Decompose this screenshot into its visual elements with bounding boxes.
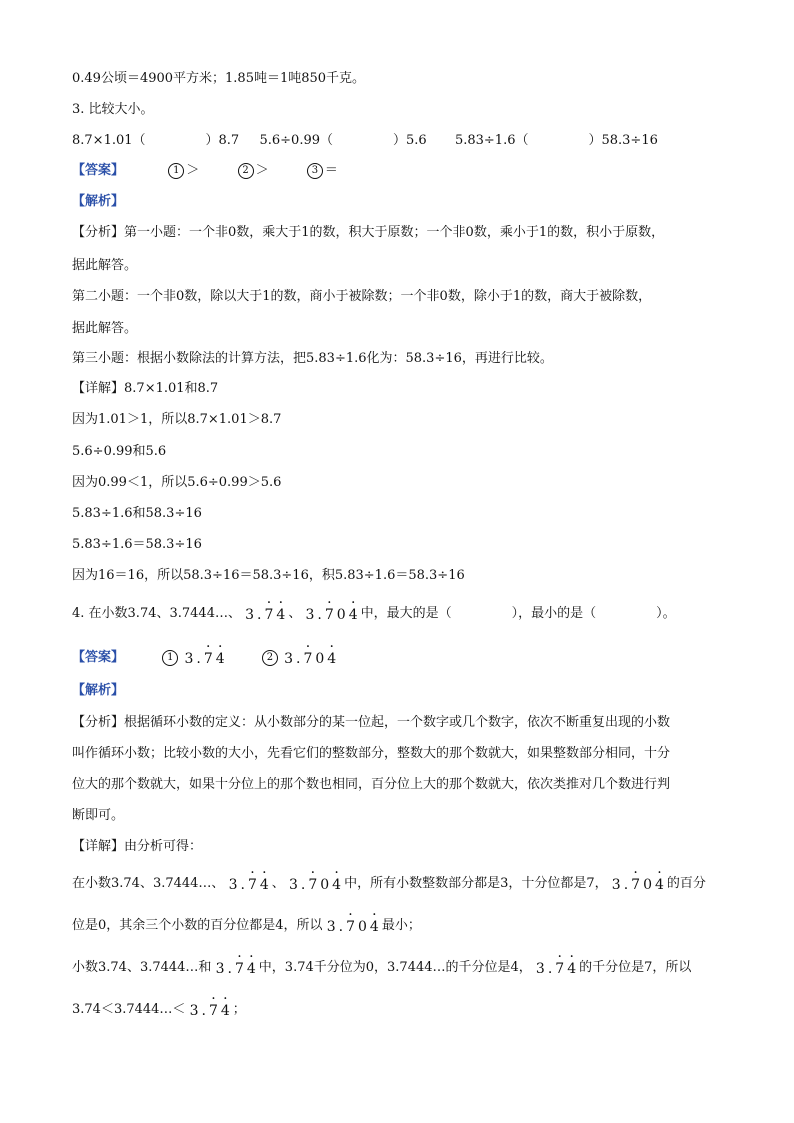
compare-c: 5.83÷1.6（ — [454, 133, 529, 148]
detail-text: 3.74＜3.7444…＜ — [72, 1002, 186, 1017]
answer-label: 【答案】 — [72, 650, 125, 665]
question-4 — [72, 604, 676, 623]
question-3-items — [72, 132, 658, 150]
compare-b-end: ）5.6 — [393, 133, 427, 148]
fenxi-text: 第一小题：一个非0数，乘大于1的数，积大于原数；一个非0数，乘小于1的数，积小于原数， — [124, 225, 665, 240]
detail-line — [72, 958, 691, 977]
detail-line — [72, 1000, 246, 1019]
answer-value: ＝ — [324, 163, 338, 178]
detail-text: 最小； — [381, 918, 421, 933]
q4-text: 中，最大的是（ — [360, 606, 452, 621]
detail-text: 由分析可得： — [124, 839, 203, 854]
analysis-line: 据此解答。 — [72, 258, 138, 273]
repeating-decimal-374: 3.· 7· 4 — [190, 1002, 233, 1020]
q4-sep: 、 — [288, 606, 302, 621]
answer-label: 【答案】 — [72, 163, 125, 178]
detail-text: 的百分 — [666, 876, 706, 891]
circled-number: 2 — [262, 650, 278, 666]
compare-c-end: ）58.3÷16 — [588, 133, 658, 148]
detail-line — [72, 874, 706, 893]
detail-text: 位是0，其余三个小数的百分位都是4，所以 — [72, 918, 323, 933]
fenxi-text: 根据循环小数的定义：从小数部分的某一位起，一个数字或几个数字，依次不断重复出现的小数 — [124, 715, 671, 730]
repeating-decimal-3704: 3.· 70· 4 — [284, 650, 339, 668]
repeating-decimal-3704: 3.· 70· 4 — [305, 606, 360, 624]
detail-line — [72, 380, 218, 398]
repeating-decimal-374: 3.· 7· 4 — [216, 960, 259, 978]
detail-text: 小数3.74、3.7444…和 — [72, 960, 212, 975]
repeating-decimal-3704: 3.· 70· 4 — [289, 876, 344, 894]
compare-b: 5.6÷0.99（ — [259, 133, 333, 148]
analysis-line: 据此解答。 — [72, 321, 138, 336]
detail-label: 【详解】 — [72, 839, 125, 854]
detail-line: 5.83÷1.6＝58.3÷16 — [72, 537, 202, 552]
analysis-line: 第三小题：根据小数除法的计算方法，把5.83÷1.6化为：58.3÷16，再进行比较。 — [72, 351, 553, 366]
answer-row-3 — [72, 162, 338, 180]
fenxi-label: 【分析】 — [72, 715, 125, 730]
repeating-decimal-374: 3.· 7· 4 — [229, 876, 272, 894]
circled-number: 1 — [162, 650, 178, 666]
detail-text: 在小数3.74、3.7444…、 — [72, 876, 225, 891]
repeating-decimal-3704: 3.· 70· 4 — [612, 876, 667, 894]
q4-text: 4. 在小数3.74、3.7444…、 — [72, 606, 241, 621]
analysis-line: 叫作循环小数；比较小数的大小，先看它们的整数部分，整数大的那个数就大，如果整数部分相同，十分 — [72, 746, 671, 761]
repeating-decimal-374: 3.· 7· 4 — [536, 960, 579, 978]
detail-line: 5.6÷0.99和5.6 — [72, 444, 167, 459]
detail-label: 【详解】 — [72, 381, 125, 396]
q4-text: ）。 — [656, 606, 676, 621]
detail-line: 因为16＝16，所以58.3÷16＝58.3÷16，积5.83÷1.6＝58.3÷16 — [72, 568, 465, 583]
repeating-decimal-3704: 3.· 70· 4 — [327, 918, 382, 936]
compare-a: 8.7×1.01（ — [72, 133, 146, 148]
detail-line: 5.83÷1.6和58.3÷16 — [72, 506, 202, 521]
repeating-decimal-374: 3.· 7· 4 — [245, 606, 288, 624]
answer-value: ＞ — [255, 163, 269, 178]
answer-value: ＞ — [186, 163, 200, 178]
detail-text: 中，所有小数整数部分都是3，十分位都是7， — [344, 876, 608, 891]
circled-number: 1 — [168, 163, 184, 179]
detail-line: 因为1.01＞1，所以8.7×1.01＞8.7 — [72, 412, 282, 427]
detail-line — [72, 838, 202, 856]
analysis-line: 第二小题：一个非0数，除以大于1的数，商小于被除数；一个非0数，除小于1的数，商大于被除数， — [72, 289, 652, 304]
circled-number: 2 — [238, 163, 254, 179]
circled-number: 3 — [307, 163, 323, 179]
analysis-line: 断即可。 — [72, 808, 125, 823]
compare-a-end: ）8.7 — [205, 133, 240, 148]
question-3-title: 3. 比较大小。 — [72, 102, 154, 117]
detail-line: 因为0.99＜1，所以5.6÷0.99＞5.6 — [72, 475, 282, 490]
analysis-heading: 【解析】 — [72, 683, 125, 698]
detail-text: 的千分位是7，所以 — [579, 960, 692, 975]
analysis-line: 位大的那个数就大，如果十分位上的那个数也相同，百分位上大的那个数就大，依次类推对几个数进行判 — [72, 777, 671, 792]
detail-text: 中，3.74千分位为0，3.7444…的千分位是4， — [258, 960, 532, 975]
analysis-line — [72, 224, 664, 242]
analysis-heading: 【解析】 — [72, 194, 125, 209]
answer-row-4 — [72, 648, 339, 667]
fenxi-label: 【分析】 — [72, 225, 125, 240]
analysis-line — [72, 714, 670, 732]
q4-sep: 、 — [271, 876, 285, 891]
text-line: 0.49公顷＝4900平方米；1.85吨＝1吨850千克。 — [72, 71, 366, 86]
repeating-decimal-374: 3.· 7· 4 — [184, 650, 227, 668]
q4-text: ），最小的是（ — [511, 606, 597, 621]
detail-text: 8.7×1.01和8.7 — [124, 381, 219, 396]
detail-line — [72, 916, 421, 935]
detail-text: ； — [232, 1002, 246, 1017]
